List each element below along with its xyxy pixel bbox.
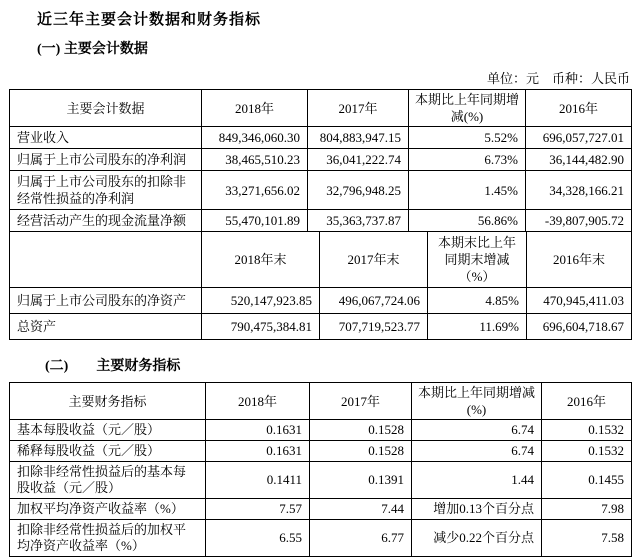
header-cell: 本期比上年同期增减(%) [409,90,526,127]
cell: 0.1455 [542,462,632,499]
cell: 55,470,101.89 [202,210,308,232]
document-page [0,8,641,557]
cell: 11.69% [428,314,527,340]
table-row [10,441,632,462]
cell: 增加0.13个百分点 [412,499,542,520]
cell: 1.45% [409,171,526,210]
row-label: 归属于上市公司股东的净资产 [10,288,202,314]
cell: 56.86% [409,210,526,232]
cell: 减少0.22个百分点 [412,520,542,557]
table-row [10,171,632,210]
cell: 804,883,947.15 [308,127,409,149]
section2-number: (二) [45,359,69,374]
cell: 0.1411 [206,462,310,499]
header-cell: 主要会计数据 [10,90,202,127]
row-label: 归属于上市公司股东的扣除非经常性损益的净利润 [10,171,202,210]
cell: 1.44 [412,462,542,499]
header-cell: 2016年 [526,90,632,127]
cell: 5.52% [409,127,526,149]
header-cell: 2017年 [308,90,409,127]
table-row [10,462,632,499]
cell: 7.98 [542,499,632,520]
cell: 0.1528 [310,441,412,462]
table-row [10,149,632,171]
header-cell: 2018年 [202,90,308,127]
table-header-row [10,90,632,127]
cell: 696,057,727.01 [526,127,632,149]
table-header-row [10,383,632,420]
cell: 849,346,060.30 [202,127,308,149]
cell: 6.77 [310,520,412,557]
table-row [10,499,632,520]
row-label: 经营活动产生的现金流量净额 [10,210,202,232]
row-label: 扣除非经常性损益后的加权平均净资产收益率（%） [10,520,206,557]
row-label: 归属于上市公司股东的净利润 [10,149,202,171]
cell: 36,144,482.90 [526,149,632,171]
cell: 7.44 [310,499,412,520]
cell: 36,041,222.74 [308,149,409,171]
header-cell [10,232,202,288]
cell: 707,719,523.77 [320,314,428,340]
table-row [10,288,632,314]
cell: 0.1631 [206,420,310,441]
page-title: 近三年主要会计数据和财务指标 [37,12,262,28]
cell: 6.73% [409,149,526,171]
row-label: 基本每股收益（元／股） [10,420,206,441]
cell: 520,147,923.85 [202,288,320,314]
table-header-row [10,232,632,288]
cell: 0.1631 [206,441,310,462]
section2-title: 主要财务指标 [96,359,181,374]
header-cell: 2017年 [310,383,412,420]
cell: 0.1532 [542,420,632,441]
cell: 38,465,510.23 [202,149,308,171]
cell: 0.1528 [310,420,412,441]
header-cell: 2016年 [542,383,632,420]
row-label: 加权平均净资产收益率（%） [10,499,206,520]
header-cell: 本期末比上年同期末增减（%） [428,232,527,288]
cell: 6.55 [206,520,310,557]
cell: -39,807,905.72 [526,210,632,232]
cell: 4.85% [428,288,527,314]
table-row [10,127,632,149]
cell: 0.1391 [310,462,412,499]
cell: 496,067,724.06 [320,288,428,314]
cell: 7.58 [542,520,632,557]
cell: 32,796,948.25 [308,171,409,210]
cell: 33,271,656.02 [202,171,308,210]
cell: 35,363,737.87 [308,210,409,232]
cell: 696,604,718.67 [527,314,632,340]
cell: 7.57 [206,499,310,520]
cell: 6.74 [412,420,542,441]
header-cell: 主要财务指标 [10,383,206,420]
header-cell: 2016年末 [527,232,632,288]
cell: 0.1532 [542,441,632,462]
accounting-data-table [9,89,632,232]
table-row [10,210,632,232]
accounting-data-yearend-table [9,231,632,340]
table-row [10,314,632,340]
table-row [10,420,632,441]
row-label: 总资产 [10,314,202,340]
header-cell: 本期比上年同期增减(%) [412,383,542,420]
financial-indicator-table [9,382,632,557]
section2-heading [45,355,641,375]
row-label: 稀释每股收益（元／股） [10,441,206,462]
cell: 790,475,384.81 [202,314,320,340]
header-cell: 2018年末 [202,232,320,288]
table-row [10,520,632,557]
header-cell: 2017年末 [320,232,428,288]
row-label: 扣除非经常性损益后的基本每股收益（元／股） [10,462,206,499]
cell: 6.74 [412,441,542,462]
unit-currency-note: 单位：元 币种：人民币 [486,71,630,86]
cell: 34,328,166.21 [526,171,632,210]
row-label: 营业收入 [10,127,202,149]
cell: 470,945,411.03 [527,288,632,314]
header-cell: 2018年 [206,383,310,420]
section1-heading: (一) 主要会计数据 [37,42,148,57]
